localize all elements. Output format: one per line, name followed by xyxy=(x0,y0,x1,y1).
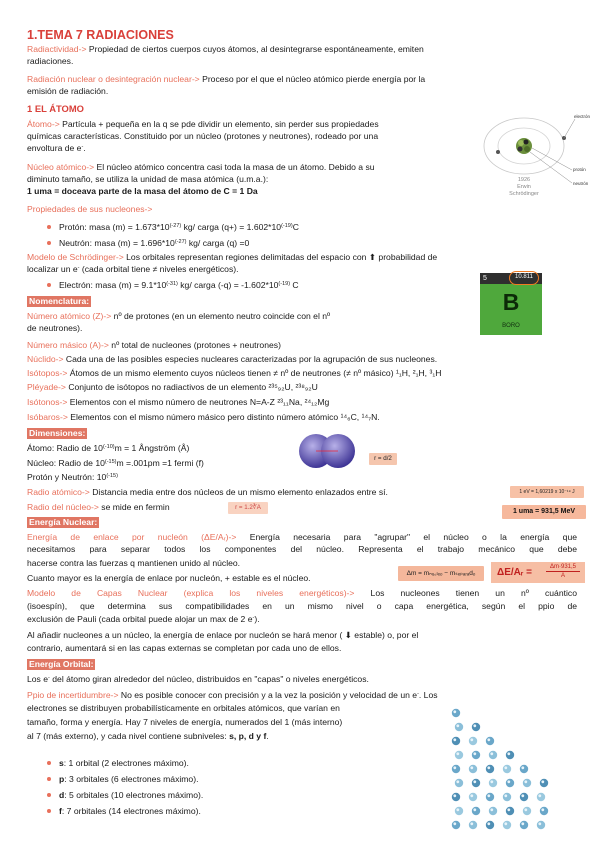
formula-box-ev: 1 eV = 1,60219 x 10⁻¹⁹ J xyxy=(510,486,584,498)
text: localizar un e xyxy=(27,264,78,274)
example: ²³⁵₉₂U, ²³⁸₉₂U xyxy=(268,382,318,392)
orbital-dot xyxy=(469,765,477,773)
list-item-neutron xyxy=(47,238,249,250)
text: C xyxy=(292,222,299,232)
orbital-dot xyxy=(523,779,531,787)
section-heading-energia-orbital: Energía Orbital: xyxy=(29,659,94,669)
text: Cuanto mayor es la energía de enlace por nucleón, + estable es el núcleo. xyxy=(27,573,311,583)
text: necesitamos para separar todos los componentes del núcleo. Representa el trabajo mecánico que debe xyxy=(27,544,577,554)
bullet-icon xyxy=(47,225,51,229)
term-atomo: Átomo-> xyxy=(27,119,60,129)
text: Los nucleones tienen un nº cuántico xyxy=(354,588,577,598)
orbital-dot-highlight xyxy=(504,766,507,769)
orbital-diagram-icon xyxy=(448,705,558,843)
text: exclusión de Pauli (cada orbital puede alojar un max de 2 e xyxy=(27,614,253,624)
nuclido-line xyxy=(27,354,437,366)
term-nucleo: Núcleo atómico-> xyxy=(27,162,95,172)
orbital-dot-highlight xyxy=(453,738,456,741)
text: Protón: masa (m) = 1.673*10 xyxy=(59,222,170,232)
section-heading-energia-nuclear: Energía Nuclear: xyxy=(29,517,98,527)
caption-year: 1926 xyxy=(517,177,531,183)
text: : 7 orbitales (14 electrones máximo). xyxy=(61,806,201,816)
formula-numerator: Δm·931,5 xyxy=(546,563,580,572)
text-line xyxy=(27,558,240,570)
bullet-icon xyxy=(47,793,51,797)
pleyade-line xyxy=(27,382,318,394)
text: No es posible conocer con precisión y a la vez la posición y velocidad de un e xyxy=(118,690,418,700)
radiacion-nuclear-line xyxy=(27,74,425,86)
text: Elementos con el mismo número másico pero distinto número atómico xyxy=(67,412,341,422)
orbital-dot xyxy=(537,793,545,801)
text: emisión de radiación. xyxy=(27,86,109,96)
orbital-dot-highlight xyxy=(524,780,527,783)
text: . Los xyxy=(418,690,438,700)
sup: (-10) xyxy=(102,444,115,450)
orbital-dot xyxy=(520,765,528,773)
tile-symbol: B xyxy=(502,289,520,315)
text-line xyxy=(27,614,260,626)
orbital-dot xyxy=(455,751,463,759)
term-isotopos: Isótopos-> xyxy=(27,368,68,378)
radio-atomico-line xyxy=(27,487,388,499)
dimension-atomo xyxy=(27,443,189,455)
text: C xyxy=(290,280,299,290)
orbital-dot-highlight xyxy=(487,794,490,797)
orbital-dot xyxy=(452,821,460,829)
text: nº total de nucleones (protones + neutrones) xyxy=(108,340,281,350)
text: kg/ carga (q+) = 1.602*10 xyxy=(181,222,282,232)
isotonos-line xyxy=(27,397,329,409)
text-line xyxy=(27,264,239,276)
orbital-dot-highlight xyxy=(541,808,544,811)
orbital-dot xyxy=(452,765,460,773)
text: : 1 orbital (2 electrones máximo). xyxy=(63,758,189,768)
orbital-dot-highlight xyxy=(507,752,510,755)
text: químicas características. Constituido por un núcleo (protones y neutrones), rodeado por una xyxy=(27,131,379,141)
energia-enlace-line xyxy=(27,532,577,544)
dimension-proton-neutron xyxy=(27,472,118,484)
tile-name: BORO xyxy=(502,323,520,329)
text: del átomo giran alrededor del núcleo, distribuidos en "capas" o niveles energéticos. xyxy=(49,674,369,684)
term-radio-nucleo: Radio del núcleo-> xyxy=(27,502,99,512)
text: Elementos con el mismo número de neutrones N=A-Z xyxy=(67,397,278,407)
orbital-dot-highlight xyxy=(470,822,473,825)
orbital-dot-highlight xyxy=(490,780,493,783)
text-line xyxy=(27,544,577,556)
orbital-dot-highlight xyxy=(487,738,490,741)
orbital-dot-highlight xyxy=(473,780,476,783)
orbital-dot-highlight xyxy=(473,752,476,755)
orbital-dot-highlight xyxy=(504,822,507,825)
list-item-orbital-p xyxy=(47,774,198,786)
radiactividad-line xyxy=(27,44,424,56)
orbital-dot xyxy=(503,793,511,801)
orbital-dot-highlight xyxy=(473,808,476,811)
orbital-dot-highlight xyxy=(470,794,473,797)
term-numero-atomico: Número atómico (Z)-> xyxy=(27,311,112,321)
section-heading-nomenclatura: Nomenclatura: xyxy=(29,296,90,306)
text: diminuto tamaño, se utiliza la unidad de masa atómica (u.m.a.): xyxy=(27,174,269,184)
text: electrones se distribuyen probabilísticamente en orbitales atómicos, que varían en xyxy=(27,703,340,713)
orbital-dot xyxy=(489,807,497,815)
orbital-dot xyxy=(486,737,494,745)
orbital-dot xyxy=(455,807,463,815)
list-item-orbital-s xyxy=(47,758,189,770)
bullet-icon xyxy=(47,283,51,287)
orbital-dot-highlight xyxy=(521,766,524,769)
atomo-line xyxy=(27,119,379,131)
label-electron: electrón xyxy=(574,114,591,119)
modelo-capas-line xyxy=(27,588,577,600)
term-schrodinger: Modelo de Schrödinger-> xyxy=(27,252,124,262)
orbital-dot-highlight xyxy=(473,724,476,727)
text: nº de protones (en un elemento neutro coincide con el nº xyxy=(111,311,331,321)
text: Átomos de un mismo elemento cuyos núcleos tienen ≠ nº de neutrones (≠ nº másico) xyxy=(67,368,396,378)
list-item-proton xyxy=(47,222,299,234)
orbital-dot xyxy=(455,723,463,731)
page-title: 1.TEMA 7 RADIACIONES xyxy=(27,28,174,42)
list-item-orbital-f xyxy=(47,806,201,818)
formula-box-r-12: r = 1.2∛A xyxy=(228,502,268,514)
text: al 7 (más externo), y cada nivel contiene subniveles: xyxy=(27,731,230,741)
term-nuclido: Núclido-> xyxy=(27,354,64,364)
orbital-dot xyxy=(472,807,480,815)
boron-element-tile xyxy=(480,273,542,335)
text: Propiedad de ciertos cuerpos cuyos átomos, al desintegrarse espontáneamente, emiten xyxy=(86,44,424,54)
text: Núcleo: Radio de 10 xyxy=(27,458,105,468)
caption-name: Erwin xyxy=(517,184,531,190)
orbital-dot-highlight xyxy=(490,752,493,755)
orbital-dot xyxy=(472,779,480,787)
orbital-dot-highlight xyxy=(453,822,456,825)
text-line xyxy=(27,56,73,68)
sup: (-15) xyxy=(104,459,117,465)
text-line xyxy=(27,86,108,98)
section-heading-dimensiones: Dimensiones: xyxy=(29,428,86,438)
incertidumbre-line xyxy=(27,690,438,702)
atom-model-figure xyxy=(478,108,591,206)
formula-box-r-d2: r = d/2 xyxy=(369,453,397,465)
sup: (-19) xyxy=(278,281,291,287)
orbital-key: p xyxy=(59,774,65,784)
isotopos-line xyxy=(27,368,441,380)
diatomic-figure xyxy=(297,432,359,470)
text: . xyxy=(83,143,86,153)
example: ¹₁H, ²₁H, ³₁H xyxy=(395,368,442,378)
text: Energía necesaria para "agrupar" el núcleo o la energía que xyxy=(236,532,578,542)
label-neutron: neutrón xyxy=(573,181,589,186)
text: se mide en fermin xyxy=(98,502,170,512)
schrodinger-line xyxy=(27,252,437,264)
orbital-dot xyxy=(469,737,477,745)
orbital-dot-highlight xyxy=(521,822,524,825)
orbital-dot xyxy=(503,765,511,773)
term-incertidumbre: Ppio de incertidumbre-> xyxy=(27,690,119,700)
orbital-dot xyxy=(506,751,514,759)
text: : 3 orbitales (6 electrones máximo). xyxy=(64,774,199,784)
text: Los orbitales representan regiones delimitadas del espacio con xyxy=(123,252,369,262)
text: kg/ carga (q) =0 xyxy=(186,238,250,248)
sup: (-19) xyxy=(281,223,293,229)
text: Los e xyxy=(27,674,49,684)
term-isobaros: Isóbaros-> xyxy=(27,412,68,422)
text: Distancia media entre dos núcleos de un mismo elemento enlazados entre sí. xyxy=(89,487,388,497)
sup: (-27) xyxy=(169,223,182,229)
orbital-dot-highlight xyxy=(456,808,459,811)
term-radiacion-nuclear: Radiación nuclear o desintegración nuclear-> xyxy=(27,74,200,84)
text-line xyxy=(27,174,268,186)
sup: (-15) xyxy=(106,473,118,479)
text: probabilidad de xyxy=(376,252,438,262)
orbital-dot-highlight xyxy=(456,724,459,727)
orbital-dot xyxy=(540,807,548,815)
text: Al añadir nucleones a un núcleo, la energía de enlace por nucleón se hará menor ( ⬇ estable) o, por el xyxy=(27,630,419,640)
text-line xyxy=(27,143,86,155)
radio-nucleo-line xyxy=(27,502,170,514)
text-line xyxy=(27,573,311,585)
text: hacerse contra las fuerzas q mantienen unido al núcleo. xyxy=(27,558,241,568)
orbital-dot xyxy=(472,751,480,759)
orbital-dot xyxy=(486,765,494,773)
orbital-dot-highlight xyxy=(453,766,456,769)
orbital-dot-highlight xyxy=(487,822,490,825)
orbital-dot xyxy=(469,793,477,801)
text: kg/ carga (-q) = -1.602*10 xyxy=(177,280,279,290)
orbital-dot-highlight xyxy=(453,710,456,713)
text-line xyxy=(27,630,418,642)
text: Neutrón: masa (m) = 1.696*10 xyxy=(59,238,175,248)
term-numero-masico: Número másico (A)-> xyxy=(27,340,109,350)
uma-definition: 1 uma = doceava parte de la masa del átomo de C = 1 Da xyxy=(27,186,258,196)
formula-box-uma: 1 uma = 931,5 MeV xyxy=(502,505,586,519)
text: ). xyxy=(254,614,260,624)
term-propiedades: Propiedades de sus nucleones-> xyxy=(27,204,153,214)
sup: (-27) xyxy=(174,239,187,245)
text-line xyxy=(27,643,341,655)
orbital-dot-highlight xyxy=(541,780,544,783)
formula-lhs: ΔE/Aᵣ = xyxy=(497,567,532,578)
propiedades-line xyxy=(27,204,152,216)
term-pleyade: Pléyade-> xyxy=(27,382,66,392)
orbital-dot xyxy=(506,807,514,815)
orbital-dot xyxy=(455,779,463,787)
orbital-dot-highlight xyxy=(504,794,507,797)
orbital-dot xyxy=(489,779,497,787)
sup: - xyxy=(81,144,84,150)
orbital-dot-highlight xyxy=(487,766,490,769)
text: tamaño, forma y energía. Hay 7 niveles de energía, numerados del 1 (más interno) xyxy=(27,717,343,727)
isobaros-line xyxy=(27,412,380,424)
text-line xyxy=(27,717,342,729)
list-item-orbital-d xyxy=(47,790,203,802)
up-arrow-icon: ⬆ xyxy=(368,252,377,262)
orbital-dot xyxy=(472,723,480,731)
term-radio-atomico: Radio atómico-> xyxy=(27,487,90,497)
formula-mass-defect: Δm = mₙᵤ꜀ₗₑₒ − mₛₑₚₐᵣₐdₒ xyxy=(398,566,484,581)
orbital-dot-highlight xyxy=(470,766,473,769)
text: : 5 orbitales (10 electrones máximo). xyxy=(64,790,204,800)
sup: - xyxy=(77,265,80,271)
text: Protón y Neutrón: 10 xyxy=(27,472,107,482)
text: radiaciones. xyxy=(27,56,74,66)
orbital-dot-highlight xyxy=(453,794,456,797)
orbital-dot xyxy=(486,821,494,829)
numero-masico-line xyxy=(27,340,281,352)
orbital-dot-highlight xyxy=(470,738,473,741)
text: m =.001pm =1 fermi (f) xyxy=(116,458,204,468)
sup: (-31) xyxy=(166,281,178,287)
term-modelo-capas: Modelo de Capas Nuclear (explica los niveles energéticos)-> xyxy=(27,588,355,598)
orbital-dot-highlight xyxy=(521,794,524,797)
orbital-key: d xyxy=(59,790,65,800)
text: El núcleo atómico concentra casi toda la masa de un átomo. Debido a su xyxy=(94,162,375,172)
orbital-dot-highlight xyxy=(507,808,510,811)
orbital-dot-highlight xyxy=(538,822,541,825)
orbital-dot xyxy=(520,793,528,801)
orbital-dot xyxy=(523,807,531,815)
text: Partícula + pequeña en la q se pde dividir un elemento, sin perder sus propiedades xyxy=(59,119,379,129)
orbital-dot xyxy=(503,821,511,829)
text-line xyxy=(27,131,378,143)
orbital-dot-highlight xyxy=(538,794,541,797)
sup: - xyxy=(417,691,419,697)
orbital-key: f xyxy=(59,806,62,816)
orbital-dot xyxy=(469,821,477,829)
text-line xyxy=(27,601,577,613)
bullet-icon xyxy=(47,777,51,781)
text: . xyxy=(266,731,269,741)
orbital-dot-highlight xyxy=(524,808,527,811)
numero-atomico-line xyxy=(27,311,330,323)
orbital-dot-highlight xyxy=(456,752,459,755)
orbital-diagram-figure xyxy=(448,705,558,843)
orbital-dot xyxy=(537,821,545,829)
orbital-dot xyxy=(540,779,548,787)
text-line xyxy=(27,703,340,715)
bullet-icon xyxy=(47,241,51,245)
text: Átomo: Radio de 10 xyxy=(27,443,103,453)
text: Conjunto de isótopos no radiactivos de un elemento xyxy=(65,382,269,392)
example: ¹⁴₆C, ¹⁴₇N. xyxy=(340,412,380,422)
section-heading-atomo: 1 EL ÁTOMO xyxy=(27,103,84,114)
text: Cada una de las posibles especies nucleares caracterizadas por la agrupación de sus nucleones. xyxy=(63,354,438,364)
orbital-dot xyxy=(489,751,497,759)
orbital-dot xyxy=(452,793,460,801)
orbital-dot-highlight xyxy=(490,808,493,811)
orbital-dot xyxy=(486,793,494,801)
bullet-icon xyxy=(47,809,51,813)
list-item-electron xyxy=(47,280,299,292)
orbital-intro xyxy=(27,674,369,686)
tile-atomic-number: 5 xyxy=(483,275,487,282)
label-proton: protón xyxy=(573,167,586,172)
orbital-key: s xyxy=(59,758,64,768)
orbital-dot xyxy=(452,709,460,717)
text: de neutrones). xyxy=(27,323,83,333)
text: contrario, aumentará si en las capas externas se completan por cada uno de ellos. xyxy=(27,643,342,653)
text-line xyxy=(27,323,82,335)
subnivel-list: s, p, d y f xyxy=(229,731,267,741)
tile-atomic-mass: 10.811 xyxy=(509,271,539,285)
orbital-dot xyxy=(452,737,460,745)
formula-binding-energy xyxy=(491,562,585,583)
text: m = 1 Ångström (Å) xyxy=(114,443,190,453)
term-energia-enlace: Energía de enlace por nucleón (ΔE/Aᵣ)-> xyxy=(27,532,237,542)
orbital-dot xyxy=(520,821,528,829)
text: envoltura de e xyxy=(27,143,82,153)
dimension-nucleo xyxy=(27,458,204,470)
example: ²³₁₁Na, ²⁴₁₂Mg xyxy=(277,397,330,407)
text: (cada orbital tiene ≠ niveles energéticos). xyxy=(79,264,239,274)
figure-caption xyxy=(504,177,544,198)
caption-name: Schrödinger xyxy=(509,191,539,197)
text: Electrón: masa (m) = 9.1*10 xyxy=(59,280,167,290)
formula-denominator: A xyxy=(560,573,565,579)
text: Proceso por el que el núcleo atómico pierde energía por la xyxy=(199,74,426,84)
nucleo-line xyxy=(27,162,375,174)
term-isotonos: Isótonos-> xyxy=(27,397,68,407)
orbital-dot-highlight xyxy=(507,780,510,783)
term-radiactividad: Radiactividad-> xyxy=(27,44,87,54)
orbital-dot xyxy=(506,779,514,787)
sup: - xyxy=(48,675,50,681)
sup: - xyxy=(252,615,255,621)
orbital-dot-highlight xyxy=(456,780,459,783)
two-atoms-icon xyxy=(297,432,359,470)
text-line xyxy=(27,731,269,743)
text: (isoespín), que determina sus compatibilidades en un mismo nivel o capa energética, según el ppio de xyxy=(27,601,577,611)
bullet-icon xyxy=(47,761,51,765)
